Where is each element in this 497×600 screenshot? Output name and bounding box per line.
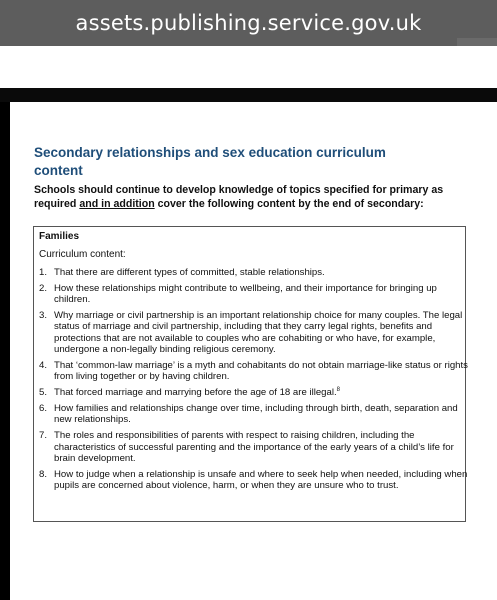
list-item	[39, 310, 469, 356]
intro-text-end: cover the following content by the end of secondary:	[154, 198, 424, 210]
item-text: Why marriage or civil partnership is an important relationship choice for many couples. The legal status of marriage and civil partnership, including that they carry legal rights, benefits and protections that are not available to couples who are cohabiting or who have, for example, undergone a non-legally binding religious ceremony.	[54, 310, 463, 356]
item-number: 8.	[39, 468, 48, 480]
footnote-reference[interactable]: 8	[336, 387, 340, 394]
list-item	[39, 267, 469, 278]
list-item	[39, 430, 469, 464]
item-number: 5.	[39, 387, 48, 399]
item-number: 3.	[39, 310, 48, 321]
list-item	[39, 283, 469, 306]
item-text: How these relationships might contribute to wellbeing, and their importance for bringing up children.	[54, 282, 437, 306]
item-text-wrapper	[54, 387, 469, 398]
item-text: How families and relationships change over time, including through birth, death, separation and new relationships.	[54, 403, 458, 426]
list-item	[39, 360, 469, 383]
families-title: Families	[39, 231, 80, 242]
url-text[interactable]: assets.publishing.service.gov.uk	[75, 11, 422, 35]
browser-address-bar[interactable]	[0, 0, 497, 46]
item-number: 7.	[39, 430, 48, 442]
list-item	[39, 469, 469, 492]
item-text: That ‘common-law marriage’ is a myth and cohabitants do not obtain marriage-like status or rights from living together or by having children.	[54, 360, 468, 383]
item-number: 6.	[39, 403, 48, 415]
page-divider-band	[0, 88, 497, 102]
list-item	[39, 403, 469, 426]
url-bar-edge	[457, 38, 497, 46]
curriculum-list	[39, 267, 469, 496]
document-page	[10, 102, 497, 600]
item-text: That forced marriage and marrying before the age of 18 are illegal.	[54, 387, 337, 399]
item-number: 1.	[39, 267, 48, 278]
intro-underlined-text: and in addition	[79, 198, 155, 210]
families-table	[33, 226, 466, 522]
intro-paragraph	[34, 183, 474, 211]
item-text: That there are different types of committed, stable relationships.	[54, 267, 325, 278]
intro-text-start: Schools should continue to develop knowledge of topics specified for primary as required	[34, 184, 444, 210]
item-text: How to judge when a relationship is unsafe and where to seek help when needed, including when pupils are concerned about violence, harm, or when they are unsure who to trust.	[54, 468, 468, 492]
page-top-margin	[0, 46, 497, 88]
item-number: 4.	[39, 360, 48, 372]
item-number: 2.	[39, 282, 48, 294]
list-item	[39, 387, 469, 398]
curriculum-content-label: Curriculum content:	[39, 249, 126, 260]
item-text: The roles and responsibilities of parents with respect to raising children, including the characteristics of successful parenting and the importance of the early years of a child’s life for brain development.	[54, 430, 454, 465]
section-heading: Secondary relationships and sex education curriculum content	[34, 145, 386, 178]
